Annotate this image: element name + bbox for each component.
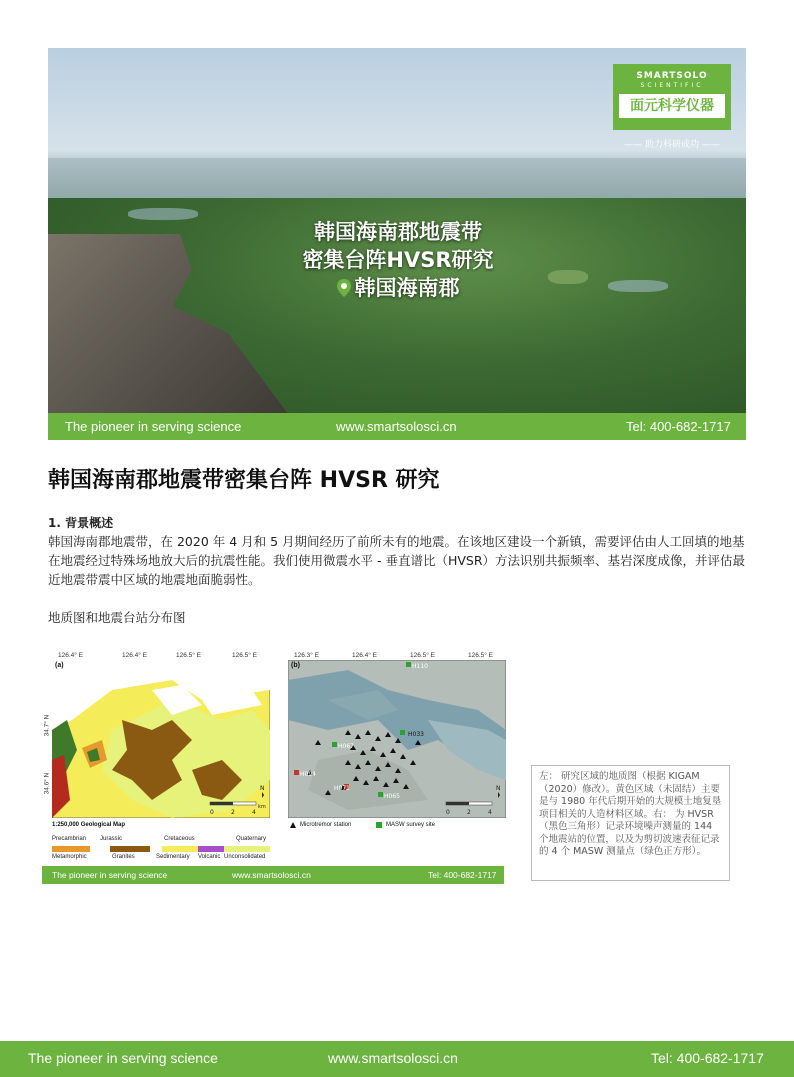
hero-phone: Tel: 400-682-1717 [626, 419, 731, 434]
pond-patch [608, 280, 668, 292]
hero-title-line1: 韩国海南郡地震带 [314, 220, 482, 244]
geological-map [52, 660, 270, 818]
figure-caption-note: 左： 研究区域的地质图（根据 KIGAM（2020）修改）。黄色区域（未固结）主要是与 1980 年代后期开始的大规模土地复垦项目相关的人造材料区域。右： 为 HVSR（黑色三角形）记录环境噪声测量的 144 个地震站的位置，以及为剪切波速表征记录的 4 个 MASW 测量点（绿色正方形）。 [531, 765, 730, 881]
station-label: H067 [338, 743, 354, 750]
page-title: 韩国海南郡地震带密集台阵 HVSR 研究 [48, 468, 440, 493]
station-label: H110 [412, 663, 428, 670]
figure-heading: 地质图和地震台站分布图 [48, 610, 186, 625]
footer-phone: Tel: 400-682-1717 [651, 1050, 764, 1066]
hero-tagline: The pioneer in serving science [65, 419, 242, 434]
rock-type-label: Granites [112, 854, 135, 860]
section-heading: 1. 背景概述 [48, 516, 114, 530]
logo-slogan: —— 助力科研成功 —— [624, 140, 720, 150]
north-arrow: N [260, 785, 265, 792]
hero-title [278, 218, 518, 302]
figure-info-bar [42, 866, 504, 884]
coord-label: 126.5° E [410, 652, 436, 659]
legend-title: 1:250,000 Geological Map [52, 822, 126, 828]
rock-type-label: Volcanic [198, 854, 221, 860]
era-label: Quaternary [236, 836, 267, 842]
station-label: H033 [408, 731, 424, 738]
hero-website-link[interactable]: www.smartsolosci.cn [336, 419, 457, 434]
scale-tick: 0 [446, 809, 450, 816]
station-label: H065 [384, 793, 400, 800]
hero-location [278, 274, 518, 302]
legend-swatch-metamorphic [52, 846, 90, 852]
figure-phone: Tel: 400-682-1717 [428, 870, 497, 880]
legend-swatch-volcanic [198, 846, 224, 852]
section-body: 韩国海南郡地震带，在 2020 年 4 月和 5 月期间经历了前所未有的地震。在该地区建设一个新镇，需要评估由人工回填的地基在地震经过特殊场地放大后的抗震性能。我们使用微震水平 - 垂直谱比（HVSR）方法识别共振频率、基岩深度成像，并评估最近地震带震中区域的地震地面脆弱性。 [48, 534, 746, 587]
figure-tagline: The pioneer in serving science [52, 870, 168, 880]
logo-cn: 面元科学仪器 [619, 94, 725, 118]
coord-label: 126.5° E [176, 652, 202, 659]
legend-label: MASW survey site [386, 822, 436, 828]
rock-type-label: Metamorphic [52, 854, 87, 860]
legend-label: Microtremor station [300, 822, 352, 828]
pond-patch [128, 208, 198, 220]
scale-tick: 2 [231, 809, 235, 816]
hero-title-line2: 密集台阵HVSR研究 [302, 248, 494, 272]
scale-unit: km [258, 804, 266, 810]
footer-tagline: The pioneer in serving science [28, 1050, 218, 1066]
smartsolo-logo [613, 64, 731, 130]
legend-item-microtremor [290, 822, 351, 828]
coord-label: 126.5° E [468, 652, 494, 659]
station-map [288, 660, 506, 818]
page-footer [0, 1041, 794, 1077]
legend-swatch-granites [110, 846, 150, 852]
legend-item-masw [376, 822, 435, 828]
hero-info-bar [48, 413, 746, 440]
square-icon [376, 822, 382, 828]
station-label: H094 [300, 771, 316, 778]
coord-label: 126.4° E [352, 652, 378, 659]
logo-brand: SMARTSOLO [636, 71, 708, 81]
coord-label: 126.4° E [122, 652, 148, 659]
north-arrow: N [496, 785, 501, 792]
geology-figure [42, 652, 504, 884]
coord-label: 34.7° N [43, 714, 51, 737]
triangle-icon [290, 822, 296, 828]
era-label: Jurassic [100, 836, 123, 842]
coord-label: 126.4° E [58, 652, 84, 659]
era-label: Precambrian [52, 836, 87, 842]
era-label: Cretaceous [164, 836, 195, 842]
coord-label: 126.3° E [294, 652, 320, 659]
logo-subbrand: SCIENTIFIC [640, 82, 704, 89]
legend-swatch-sedimentary [162, 846, 198, 852]
legend-swatch-unconsolidated [224, 846, 270, 852]
hero-location-text: 韩国海南郡 [354, 276, 460, 300]
field-patch [548, 270, 588, 284]
station-label: H071 [334, 785, 350, 792]
scale-tick: 4 [488, 809, 492, 816]
panel-a-label: (a) [55, 662, 64, 669]
rock-type-label: Sedimentary [156, 854, 190, 860]
location-pin-icon [337, 279, 351, 297]
scale-tick: 2 [467, 809, 471, 816]
rock-type-label: Unconsolidated [224, 854, 266, 860]
footer-website-link[interactable]: www.smartsolosci.cn [328, 1050, 458, 1066]
coord-label: 126.5° E [232, 652, 258, 659]
scale-tick: 4 [252, 809, 256, 816]
geology-legend [52, 822, 272, 862]
panel-b-label: (b) [291, 662, 300, 669]
coord-label: 34.6° N [43, 772, 51, 795]
scale-tick: 0 [210, 809, 214, 816]
figure-website-link[interactable]: www.smartsolosci.cn [232, 870, 311, 880]
